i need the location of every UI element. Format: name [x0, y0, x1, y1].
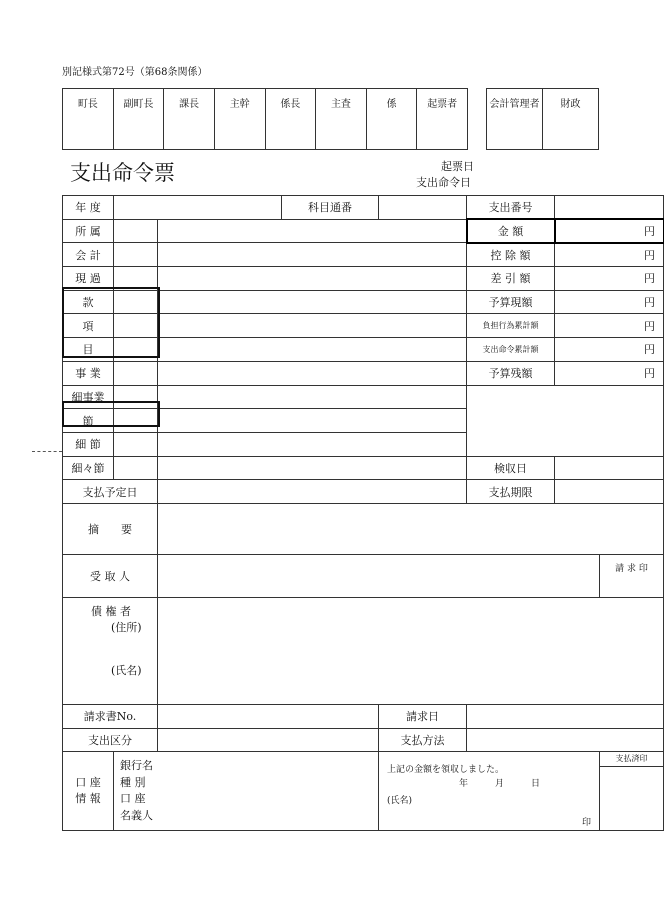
label-sai-setsu: 細 節: [63, 432, 114, 456]
code-field[interactable]: [114, 432, 158, 456]
account-number-label: 口 座: [120, 792, 146, 806]
kojo-field[interactable]: 円: [555, 243, 664, 267]
label-meirei: 支出命令累計額: [467, 338, 555, 362]
approval-stamp-table: [62, 88, 468, 150]
stamp-cell[interactable]: 副町長: [113, 89, 164, 150]
receipt-date: 年 月 日: [459, 778, 541, 789]
kingaku-field[interactable]: 円: [555, 219, 664, 243]
label-seikyubi: 請求日: [379, 704, 467, 728]
label-shozoku: 所 属: [63, 219, 114, 243]
code-field[interactable]: [114, 243, 158, 267]
code-field[interactable]: [114, 456, 158, 480]
account-holder-label: 名義人: [120, 808, 153, 822]
stamp-cell[interactable]: 主査: [316, 89, 367, 150]
label-kaikei: 会 計: [63, 243, 114, 267]
kou-field[interactable]: [158, 314, 467, 338]
form-caption: 別記様式第72号（第68条関係）: [62, 67, 208, 78]
seal-mark: 印: [582, 817, 592, 828]
label-tekiyo: 摘 要: [63, 503, 158, 554]
koza-joho-label: [63, 752, 114, 831]
shishutsu-bango-field[interactable]: [555, 196, 664, 220]
receipt-cell[interactable]: [379, 752, 600, 831]
label-kojo: 控 除 額: [467, 243, 555, 267]
label-moku: 目: [63, 338, 114, 362]
label-shishutsu-bango: 支出番号: [467, 196, 555, 220]
setsu-field[interactable]: [158, 409, 467, 433]
account-type-label: 種 別: [120, 775, 146, 789]
moku-field[interactable]: [158, 338, 467, 362]
code-field[interactable]: [114, 385, 158, 409]
jigyo-field[interactable]: [158, 361, 467, 385]
shiharai-kigen-field[interactable]: [555, 480, 664, 504]
yosan-gen-field[interactable]: 円: [555, 290, 664, 314]
meirei-field[interactable]: 円: [555, 338, 664, 362]
stamp-cell[interactable]: 町長: [63, 89, 114, 150]
kenshu-field[interactable]: [555, 456, 664, 480]
label-seikyu-in[interactable]: 請 求 印: [600, 554, 664, 597]
uketori-field[interactable]: [158, 554, 600, 597]
kamoku-field[interactable]: [379, 196, 467, 220]
label-hoho: 支払方法: [379, 728, 467, 752]
page-title: 支出命令票: [70, 161, 175, 185]
label-yosan-zan: 予算残額: [467, 361, 555, 385]
code-field[interactable]: [114, 290, 158, 314]
code-field[interactable]: [114, 219, 158, 243]
sashihiki-field[interactable]: 円: [555, 267, 664, 291]
kubun-field[interactable]: [158, 728, 379, 752]
label-joho: 情 報: [75, 792, 101, 806]
creditor-label-cell: [63, 597, 158, 704]
code-field[interactable]: [114, 338, 158, 362]
label-saisai-setsu: 細々節: [63, 456, 114, 480]
stamp-cell[interactable]: 会計管理者: [487, 89, 543, 150]
label-setsu: 節: [63, 409, 114, 433]
label-nendo: 年 度: [63, 196, 114, 220]
stamp-cell[interactable]: 課長: [164, 89, 215, 150]
seikyubi-field[interactable]: [467, 704, 664, 728]
label-kou: 項: [63, 314, 114, 338]
shozoku-field[interactable]: [158, 219, 467, 243]
nendo-field[interactable]: [114, 196, 282, 220]
label-shiharai-zumi: 支払済印: [600, 753, 663, 767]
creditor-field[interactable]: [158, 597, 664, 704]
label-kingaku: 金 額: [467, 219, 555, 243]
receipt-name-label: (氏名): [387, 796, 413, 807]
label-kamoku: 科目通番: [282, 196, 379, 220]
stamp-cell[interactable]: 係: [366, 89, 417, 150]
label-yosan-gen: 予算現額: [467, 290, 555, 314]
stamp-cell[interactable]: 係長: [265, 89, 316, 150]
paid-stamp-cell[interactable]: [600, 752, 664, 831]
saisai-setsu-field[interactable]: [158, 456, 467, 480]
accounting-stamp-table: [486, 88, 599, 150]
bank-name-label: 銀行名: [120, 759, 153, 773]
tekiyo-field[interactable]: [158, 503, 664, 554]
expenditure-order-table: [62, 195, 664, 831]
genka-field[interactable]: [158, 267, 467, 291]
label-jusho: (住所): [111, 621, 142, 635]
stamp-cell[interactable]: 主幹: [214, 89, 265, 150]
label-jigyo: 事 業: [63, 361, 114, 385]
receipt-text: 上記の金額を領収しました。: [387, 765, 505, 776]
label-shiharai-yotei: 支払予定日: [63, 480, 158, 504]
label-saikensha: 債 権 者: [91, 604, 131, 618]
futan-field[interactable]: 円: [555, 314, 664, 338]
kan-field[interactable]: [158, 290, 467, 314]
label-uketori: 受 取 人: [63, 554, 158, 597]
blank-area: [467, 385, 664, 456]
shiharai-yotei-field[interactable]: [158, 480, 467, 504]
label-kenshu: 検収日: [467, 456, 555, 480]
label-futan: 負担行為累計額: [467, 314, 555, 338]
seikyusho-field[interactable]: [158, 704, 379, 728]
sai-jigyo-field[interactable]: [158, 385, 467, 409]
code-field[interactable]: [114, 361, 158, 385]
label-genka: 現 過: [63, 267, 114, 291]
label-seikyusho: 請求書No.: [63, 704, 158, 728]
code-field[interactable]: [114, 267, 158, 291]
label-sai-jigyo: 細事業: [63, 385, 114, 409]
label-koza: 口 座: [75, 775, 101, 789]
code-field[interactable]: [114, 314, 158, 338]
label-sashihiki: 差 引 額: [467, 267, 555, 291]
stamp-cell[interactable]: 起票者: [417, 89, 468, 150]
fold-mark: [32, 451, 62, 452]
label-kan: 款: [63, 290, 114, 314]
sai-setsu-field[interactable]: [158, 432, 467, 456]
stamp-cell[interactable]: 財政: [543, 89, 599, 150]
label-shimei: (氏名): [111, 663, 142, 677]
label-shiharai-kigen: 支払期限: [467, 480, 555, 504]
draft-date-label: 起票日: [441, 160, 474, 173]
code-field[interactable]: [114, 409, 158, 433]
bank-info-cell[interactable]: [114, 752, 379, 831]
yosan-zan-field[interactable]: 円: [555, 361, 664, 385]
kaikei-field[interactable]: [158, 243, 467, 267]
hoho-field[interactable]: [467, 728, 664, 752]
label-kubun: 支出区分: [63, 728, 158, 752]
order-date-label: 支出命令日: [416, 176, 471, 189]
